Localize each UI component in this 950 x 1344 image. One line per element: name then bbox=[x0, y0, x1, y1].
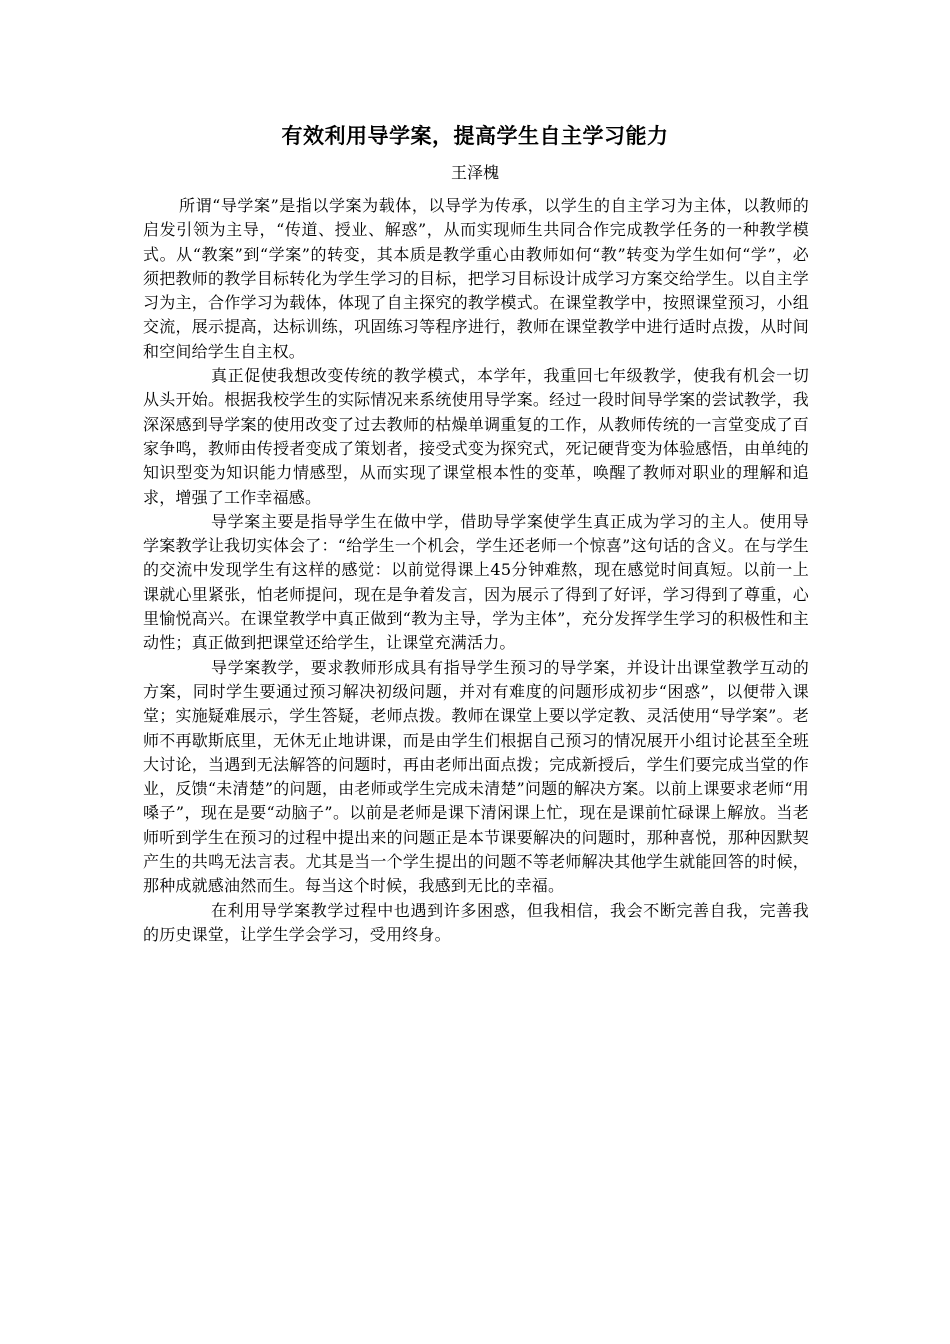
author-name: 王泽槐 bbox=[450, 163, 499, 182]
document-title: 有效利用导学案，提高学生自主学习能力 bbox=[281, 124, 669, 148]
paragraph-3: 导学案主要是指导学生在做中学，借助导学案使学生真正成为学习的主人。使用导学案教学让我切实体会了：“给学生一个机会，学生还老师一个惊喜”这句话的含义。在与学生的交流中发现学生有这样的感觉：以前觉得课上45分钟难熬，现在感觉时间真短。以前一上课就心里紧张，怕老师提问，现在是争着发言，因为展示了得到了好评，学习得到了尊重，心里愉悦高兴。在课堂教学中真正做到“教为主导，学为主体”，充分发挥学生学习的积极性和主动性；真正做到把课堂还给学生，让课堂充满活力。 bbox=[143, 511, 809, 653]
paragraph-2: 真正促使我想改变传统的教学模式，本学年，我重回七年级教学，使我有机会一切从头开始。根据我校学生的实际情况来系统使用导学案。经过一段时间导学案的尝试教学，我深深感到导学案的使用改变了过去教师的枯燥单调重复的工作，从教师传统的一言堂变成了百家争鸣，教师由传授者变成了策划者，接受式变为探究式，死记硬背变为体验感悟，由单纯的知识型变为知识能力情感型，从而实现了课堂根本性的变革，唤醒了教师对职业的理解和追求，增强了工作幸福感。 bbox=[143, 366, 809, 507]
paragraph-5: 在利用导学案教学过程中也遇到许多困惑，但我相信，我会不断完善自我，完善我的历史课堂，让学生学会学习，受用终身。 bbox=[143, 900, 809, 944]
paragraph-4: 导学案教学，要求教师形成具有指导学生预习的导学案，并设计出课堂教学互动的方案，同时学生要通过预习解决初级问题，并对有难度的问题形成初步“困惑”，以便带入课堂；实施疑难展示，学生答疑，老师点拨。教师在课堂上要以学定教、灵活使用“导学案”。老师不再歇斯底里，无休无止地讲课，而是由学生们根据自己预习的情况展开小组讨论甚至全班大讨论，当遇到无法解答的问题时，再由老师出面点拨；完成新授后，学生们要完成当堂的作业，反馈“未清楚”的问题，由老师或学生完成未清楚”问题的解决方案。以前上课要求老师“用嗓子”，现在是要“动脑子”。以前是老师是课下清闲课上忙，现在是课前忙碌课上解放。当老师听到学生在预习的过程中提出来的问题正是本节课要解决的问题时，那种喜悦，那种因默契产生的共鸣无法言表。尤其是当一个学生提出的问题不等老师解决其他学生就能回答的时候，那种成就感油然而生。每当这个时候，我感到无比的幸福。 bbox=[143, 657, 809, 896]
paragraph-1: 所谓“导学案”是指以学案为载体，以导学为传承，以学生的自主学习为主体，以教师的启发引领为主导，“传道、授业、解惑”，从而实现师生共同合作完成教学任务的一种教学模式。从“教案”到“学案”的转变，其本质是教学重心由教师如何“教”转变为学生如何“学”，必须把教师的教学目标转化为学生学习的目标，把学习目标设计成学习方案交给学生。以自主学习为主，合作学习为载体，体现了自主探究的教学模式。在课堂教学中，按照课堂预习，小组交流，展示提高，达标训练，巩固练习等程序进行，教师在课堂教学中进行适时点拨，从时间和空间给学生自主权。 bbox=[143, 196, 809, 361]
document-body bbox=[143, 194, 809, 947]
